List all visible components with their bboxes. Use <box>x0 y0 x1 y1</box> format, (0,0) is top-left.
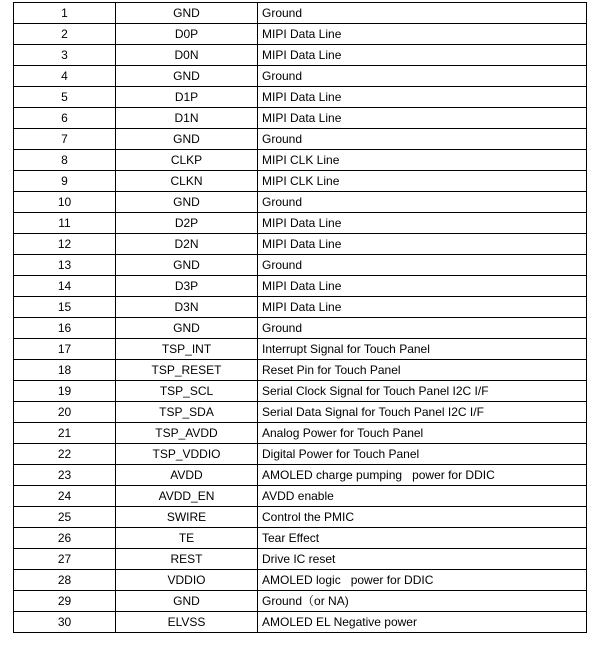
pin-number-cell: 15 <box>14 297 116 318</box>
pin-number-cell: 1 <box>14 3 116 24</box>
table-row <box>14 129 587 150</box>
table-row <box>14 66 587 87</box>
table-row <box>14 339 587 360</box>
pin-number-cell: 20 <box>14 402 116 423</box>
pin-number-cell: 30 <box>14 612 116 633</box>
pin-number-cell: 26 <box>14 528 116 549</box>
pin-description-cell: Ground <box>258 192 587 213</box>
pin-description-cell: MIPI Data Line <box>258 108 587 129</box>
table-row <box>14 612 587 633</box>
pin-symbol-cell: TSP_INT <box>116 339 258 360</box>
pin-symbol-cell: GND <box>116 318 258 339</box>
pin-description-cell: Ground <box>258 318 587 339</box>
pin-description-cell: Ground（or NA) <box>258 591 587 612</box>
table-row <box>14 3 587 24</box>
pin-description-cell: Ground <box>258 3 587 24</box>
pin-symbol-cell: TSP_VDDIO <box>116 444 258 465</box>
pin-symbol-cell: TSP_RESET <box>116 360 258 381</box>
pin-symbol-cell: D0P <box>116 24 258 45</box>
pin-symbol-cell: GND <box>116 66 258 87</box>
pin-number-cell: 11 <box>14 213 116 234</box>
pin-symbol-cell: TE <box>116 528 258 549</box>
pin-number-cell: 2 <box>14 24 116 45</box>
pin-number-cell: 14 <box>14 276 116 297</box>
pin-description-cell: Ground <box>258 255 587 276</box>
pin-number-cell: 27 <box>14 549 116 570</box>
table-row <box>14 402 587 423</box>
table-row <box>14 87 587 108</box>
table-row <box>14 213 587 234</box>
table-row <box>14 234 587 255</box>
pin-description-cell: Control the PMIC <box>258 507 587 528</box>
pin-number-cell: 17 <box>14 339 116 360</box>
pin-symbol-cell: AVDD_EN <box>116 486 258 507</box>
pin-symbol-cell: TSP_AVDD <box>116 423 258 444</box>
pin-symbol-cell: CLKP <box>116 150 258 171</box>
pin-symbol-cell: TSP_SCL <box>116 381 258 402</box>
pin-symbol-cell: D1N <box>116 108 258 129</box>
pin-description-cell: Drive IC reset <box>258 549 587 570</box>
pin-description-cell: MIPI Data Line <box>258 276 587 297</box>
pin-symbol-cell: D2N <box>116 234 258 255</box>
pin-symbol-cell: D2P <box>116 213 258 234</box>
pin-symbol-cell: TSP_SDA <box>116 402 258 423</box>
pin-description-cell: Ground <box>258 66 587 87</box>
table-row <box>14 171 587 192</box>
pin-symbol-cell: SWIRE <box>116 507 258 528</box>
pin-number-cell: 23 <box>14 465 116 486</box>
pin-symbol-cell: D3P <box>116 276 258 297</box>
pin-description-cell: AMOLED EL Negative power <box>258 612 587 633</box>
table-row <box>14 591 587 612</box>
pin-number-cell: 24 <box>14 486 116 507</box>
table-row <box>14 381 587 402</box>
table-row <box>14 465 587 486</box>
table-row <box>14 255 587 276</box>
pin-description-cell: Interrupt Signal for Touch Panel <box>258 339 587 360</box>
pin-symbol-cell: D1P <box>116 87 258 108</box>
pin-description-cell: Ground <box>258 129 587 150</box>
pin-symbol-cell: D0N <box>116 45 258 66</box>
pin-description-cell: MIPI CLK Line <box>258 171 587 192</box>
pin-number-cell: 25 <box>14 507 116 528</box>
table-row <box>14 486 587 507</box>
table-row <box>14 549 587 570</box>
pin-symbol-cell: REST <box>116 549 258 570</box>
pin-description-cell: Tear Effect <box>258 528 587 549</box>
pin-description-cell: AVDD enable <box>258 486 587 507</box>
pin-number-cell: 18 <box>14 360 116 381</box>
pin-number-cell: 4 <box>14 66 116 87</box>
pin-symbol-cell: GND <box>116 192 258 213</box>
pin-symbol-cell: ELVSS <box>116 612 258 633</box>
pin-description-cell: MIPI Data Line <box>258 297 587 318</box>
pin-definition-table-wrapper <box>13 2 587 633</box>
pin-symbol-cell: GND <box>116 129 258 150</box>
pin-number-cell: 22 <box>14 444 116 465</box>
pin-table-body <box>14 3 587 633</box>
pin-description-cell: AMOLED charge pumping power for DDIC <box>258 465 587 486</box>
pin-description-cell: Serial Clock Signal for Touch Panel I2C I/F <box>258 381 587 402</box>
pin-number-cell: 13 <box>14 255 116 276</box>
pin-description-cell: Analog Power for Touch Panel <box>258 423 587 444</box>
table-row <box>14 423 587 444</box>
pin-description-cell: MIPI CLK Line <box>258 150 587 171</box>
pin-number-cell: 9 <box>14 171 116 192</box>
table-row <box>14 297 587 318</box>
pin-description-cell: Digital Power for Touch Panel <box>258 444 587 465</box>
table-row <box>14 108 587 129</box>
pin-number-cell: 8 <box>14 150 116 171</box>
pin-symbol-cell: CLKN <box>116 171 258 192</box>
pin-symbol-cell: D3N <box>116 297 258 318</box>
pin-definition-table <box>13 2 587 633</box>
table-row <box>14 570 587 591</box>
pin-number-cell: 3 <box>14 45 116 66</box>
pin-number-cell: 5 <box>14 87 116 108</box>
table-row <box>14 360 587 381</box>
table-row <box>14 150 587 171</box>
pin-number-cell: 21 <box>14 423 116 444</box>
pin-symbol-cell: VDDIO <box>116 570 258 591</box>
pin-description-cell: Serial Data Signal for Touch Panel I2C I/F <box>258 402 587 423</box>
pin-description-cell: MIPI Data Line <box>258 213 587 234</box>
pin-number-cell: 7 <box>14 129 116 150</box>
pin-number-cell: 29 <box>14 591 116 612</box>
pin-symbol-cell: GND <box>116 255 258 276</box>
table-row <box>14 528 587 549</box>
pin-description-cell: AMOLED logic power for DDIC <box>258 570 587 591</box>
pin-symbol-cell: GND <box>116 591 258 612</box>
pin-symbol-cell: GND <box>116 3 258 24</box>
pin-description-cell: MIPI Data Line <box>258 45 587 66</box>
table-row <box>14 444 587 465</box>
table-row <box>14 45 587 66</box>
pin-description-cell: MIPI Data Line <box>258 87 587 108</box>
pin-symbol-cell: AVDD <box>116 465 258 486</box>
pin-description-cell: MIPI Data Line <box>258 234 587 255</box>
pin-number-cell: 16 <box>14 318 116 339</box>
pin-description-cell: Reset Pin for Touch Panel <box>258 360 587 381</box>
pin-description-cell: MIPI Data Line <box>258 24 587 45</box>
pin-number-cell: 10 <box>14 192 116 213</box>
pin-number-cell: 6 <box>14 108 116 129</box>
table-row <box>14 318 587 339</box>
table-row <box>14 507 587 528</box>
table-row <box>14 192 587 213</box>
table-row <box>14 276 587 297</box>
pin-number-cell: 12 <box>14 234 116 255</box>
pin-number-cell: 28 <box>14 570 116 591</box>
table-row <box>14 24 587 45</box>
pin-number-cell: 19 <box>14 381 116 402</box>
